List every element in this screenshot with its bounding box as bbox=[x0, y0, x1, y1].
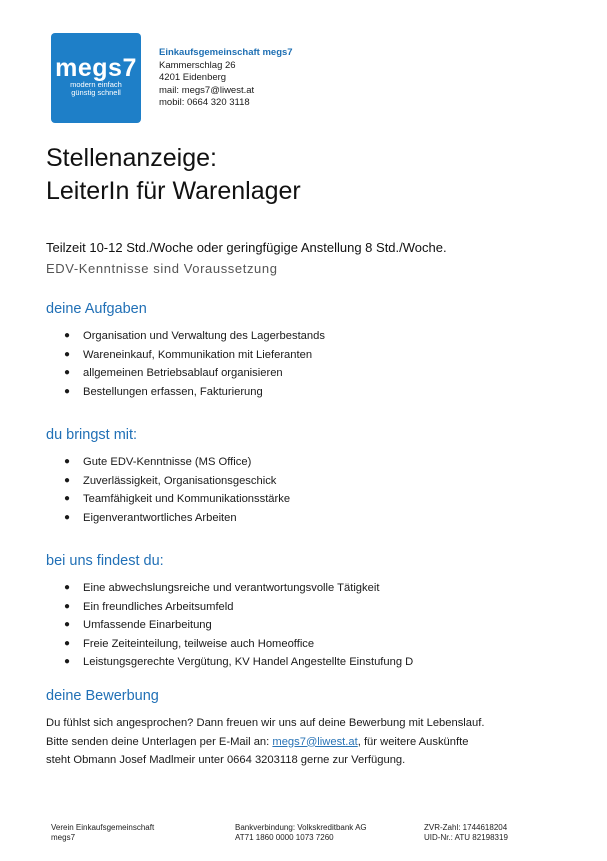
title-line-1: Stellenanzeige: bbox=[46, 144, 217, 172]
bullet-icon: ● bbox=[64, 582, 71, 593]
list-item bbox=[64, 472, 290, 491]
bullet-icon: ● bbox=[64, 330, 71, 341]
application-line-2 bbox=[46, 733, 484, 752]
section-heading-application: deine Bewerbung bbox=[46, 688, 159, 704]
bullet-icon: ● bbox=[64, 474, 71, 486]
list-item bbox=[64, 579, 413, 598]
bullet-icon: ● bbox=[64, 619, 71, 631]
footer-association-line-1: Verein Einkaufsgemeinschaft bbox=[51, 823, 155, 832]
list-item bbox=[64, 598, 413, 617]
list-item-text: Freie Zeiteinteilung, teilweise auch Homeoffice bbox=[83, 637, 315, 650]
offer-list bbox=[64, 579, 413, 672]
list-item bbox=[64, 635, 413, 654]
org-address-block bbox=[159, 47, 293, 110]
list-item bbox=[64, 653, 413, 672]
application-paragraph bbox=[46, 714, 484, 770]
footer-association-line-2: megs7 bbox=[51, 833, 76, 842]
org-city: 4201 Eidenberg bbox=[159, 72, 227, 84]
footer-bank bbox=[235, 823, 367, 843]
bullet-icon: ● bbox=[64, 511, 71, 523]
megs7-logo bbox=[51, 33, 141, 123]
section-heading-requirements: du bringst mit: bbox=[46, 427, 138, 443]
bullet-icon: ● bbox=[64, 656, 71, 668]
section-heading-tasks: deine Aufgaben bbox=[46, 301, 147, 317]
list-item-text: Gute EDV-Kenntnisse (MS Office) bbox=[83, 456, 252, 468]
footer-registration-line-1: ZVR-Zahl: 1744618204 bbox=[424, 823, 508, 832]
list-item-text: Eine abwechslungsreiche und verantwortungsvolle Tätigkeit bbox=[83, 582, 380, 594]
org-mail: mail: megs7@liwest.at bbox=[159, 84, 255, 96]
list-item-text: Ein freundliches Arbeitsumfeld bbox=[83, 600, 234, 613]
org-mobile: mobil: 0664 320 3118 bbox=[159, 97, 250, 109]
org-name: Einkaufsgemeinschaft megs7 bbox=[159, 47, 293, 58]
intro-hours: Teilzeit 10-12 Std./Woche oder geringfügige Anstellung 8 Std./Woche. bbox=[46, 240, 447, 255]
list-item-text: Eigenverantwortliches Arbeiten bbox=[83, 511, 237, 524]
section-heading-offer: bei uns findest du: bbox=[46, 553, 164, 569]
intro-requirement: EDV-Kenntnisse sind Voraussetzung bbox=[46, 261, 278, 276]
list-item-text: Zuverlässigkeit, Organisationsgeschick bbox=[83, 474, 277, 487]
bullet-icon: ● bbox=[64, 348, 71, 360]
logo-tagline-1: modern einfach bbox=[70, 80, 122, 89]
footer-bank-line-1: Bankverbindung: Volkskreditbank AG bbox=[235, 823, 367, 832]
list-item-text: Leistungsgerechte Vergütung, KV Handel Angestellte Einstufung D bbox=[83, 656, 414, 669]
application-line-3: steht Obmann Josef Madlmeir unter 0664 3203118 gerne zur Verfügung. bbox=[46, 754, 406, 766]
email-link[interactable]: megs7@liwest.at bbox=[272, 735, 358, 748]
footer-association bbox=[51, 823, 154, 843]
org-street: Kammerschlag 26 bbox=[159, 59, 236, 71]
page-title bbox=[46, 142, 301, 208]
bullet-icon: ● bbox=[64, 637, 71, 649]
title-line-2: LeiterIn für Warenlager bbox=[46, 177, 301, 205]
bullet-icon: ● bbox=[64, 456, 71, 467]
application-line-2-post: , für weitere Auskünfte bbox=[357, 735, 469, 748]
list-item-text: Umfassende Einarbeitung bbox=[83, 619, 212, 632]
application-line-2-pre: Bitte senden deine Unterlagen per E-Mail an: bbox=[46, 735, 273, 748]
list-item bbox=[64, 383, 325, 402]
list-item bbox=[64, 364, 325, 383]
application-line-1: Du fühlst sich angesprochen? Dann freuen wir uns auf deine Bewerbung mit Lebenslauf. bbox=[46, 717, 485, 729]
logo-tagline-2: günstig schnell bbox=[71, 88, 121, 97]
bullet-icon: ● bbox=[64, 385, 71, 397]
bullet-icon: ● bbox=[64, 600, 71, 612]
footer-bank-line-2: AT71 1860 0000 1073 7260 bbox=[235, 833, 334, 842]
bullet-icon: ● bbox=[64, 367, 71, 379]
requirements-list bbox=[64, 453, 290, 527]
list-item-text: Teamfähigkeit und Kommunikationsstärke bbox=[83, 493, 291, 506]
list-item-text: Bestellungen erfassen, Fakturierung bbox=[83, 385, 263, 398]
list-item bbox=[64, 616, 413, 635]
tasks-list bbox=[64, 327, 325, 401]
list-item-text: Organisation und Verwaltung des Lagerbestands bbox=[83, 330, 325, 342]
list-item bbox=[64, 346, 325, 365]
footer-registration-line-2: UID-Nr.: ATU 82198319 bbox=[424, 833, 508, 842]
footer-registration bbox=[424, 823, 508, 843]
list-item bbox=[64, 509, 290, 528]
logo-brand: megs7 bbox=[55, 54, 137, 82]
list-item bbox=[64, 490, 290, 509]
bullet-icon: ● bbox=[64, 493, 71, 505]
list-item bbox=[64, 453, 290, 472]
list-item-text: Wareneinkauf, Kommunikation mit Lieferanten bbox=[83, 348, 313, 361]
list-item bbox=[64, 327, 325, 346]
list-item-text: allgemeinen Betriebsablauf organisieren bbox=[83, 367, 283, 380]
